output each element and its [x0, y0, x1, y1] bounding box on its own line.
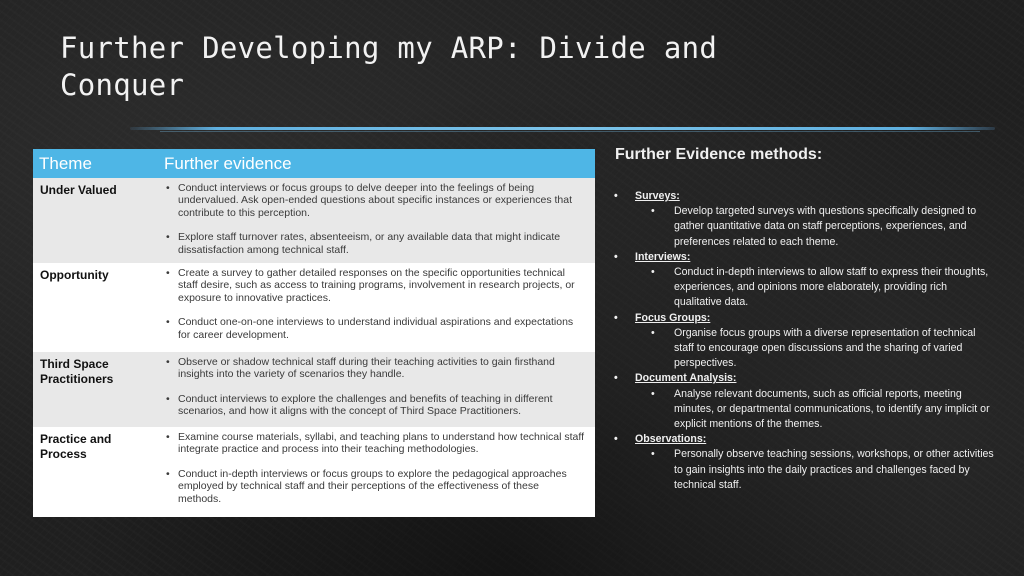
- evidence-cell: [158, 263, 595, 352]
- theme-cell: Practice and Process: [40, 432, 112, 461]
- table-row: [33, 178, 595, 263]
- method-description: • Organise focus groups with a diverse representation of technical staff to encourage open discussions and the sharing of varied perspectives.: [614, 326, 994, 372]
- method-description: • Develop targeted surveys with questions specifically designed to gather quantitative data on staff perceptions, experiences, and preferences related to each theme.: [614, 204, 994, 250]
- method-name: • Surveys:: [614, 189, 994, 204]
- table-header: [33, 149, 595, 178]
- evidence-item: • Conduct interviews or focus groups to delve deeper into the feelings of being undervalued. Ask open-ended questions about specific instances or experiences that contribute to this perception.: [178, 182, 585, 219]
- table-row: [33, 263, 595, 352]
- header-theme: Theme: [39, 153, 92, 173]
- method-description: • Analyse relevant documents, such as official reports, meeting minutes, or departmental communications, to identify any implicit or explicit mentions of the themes.: [614, 387, 994, 433]
- evidence-item: • Explore staff turnover rates, absenteeism, or any available data that might indicate dissatisfaction among technical staff.: [178, 231, 585, 256]
- theme-cell: Under Valued: [40, 183, 117, 197]
- evidence-item: • Conduct interviews to explore the challenges and benefits of teaching in different scenarios, and how it aligns with the concept of Third Space Practitioners.: [178, 393, 585, 418]
- evidence-item: • Examine course materials, syllabi, and teaching plans to understand how technical staff integrate practice and process into their teaching methodologies.: [178, 431, 585, 456]
- method-name: • Document Analysis:: [614, 371, 994, 386]
- title-divider: [130, 127, 995, 130]
- method-name: • Focus Groups:: [614, 311, 994, 326]
- methods-title: Further Evidence methods:: [615, 146, 823, 163]
- method-name: • Interviews:: [614, 250, 994, 265]
- evidence-cell: [158, 427, 595, 517]
- evidence-table: [33, 149, 595, 517]
- method-description: • Conduct in-depth interviews to allow staff to express their thoughts, experiences, and opinions more elaborately, providing rich qualitative data.: [614, 265, 994, 311]
- evidence-item: • Create a survey to gather detailed responses on the specific opportunities technical staff desire, such as access to training programs, involvement in research projects, or exposure to innovative practices.: [178, 267, 585, 304]
- evidence-cell: [158, 178, 595, 263]
- evidence-item: • Observe or shadow technical staff during their teaching activities to gain firsthand insights into the variety of scenarios they handle.: [178, 356, 585, 381]
- table-row: [33, 352, 595, 427]
- evidence-item: • Conduct in-depth interviews or focus groups to explore the pedagogical approaches employed by technical staff and their perceptions of the effectiveness of these methods.: [178, 468, 585, 505]
- evidence-cell: [158, 352, 595, 427]
- title-divider-shadow: [160, 131, 980, 132]
- method-name: • Observations:: [614, 432, 994, 447]
- evidence-item: • Conduct one-on-one interviews to understand individual aspirations and expectations for career development.: [178, 316, 585, 341]
- theme-cell: Third Space Practitioners: [40, 357, 114, 386]
- methods-list: [614, 189, 994, 493]
- slide-title: Further Developing my ARP: Divide and Conquer: [60, 31, 718, 102]
- method-description: • Personally observe teaching sessions, workshops, or other activities to gain insights into the daily practices and challenges faced by technical staff.: [614, 447, 994, 493]
- table-row: [33, 427, 595, 517]
- header-further-evidence: Further evidence: [164, 153, 292, 173]
- theme-cell: Opportunity: [40, 268, 109, 282]
